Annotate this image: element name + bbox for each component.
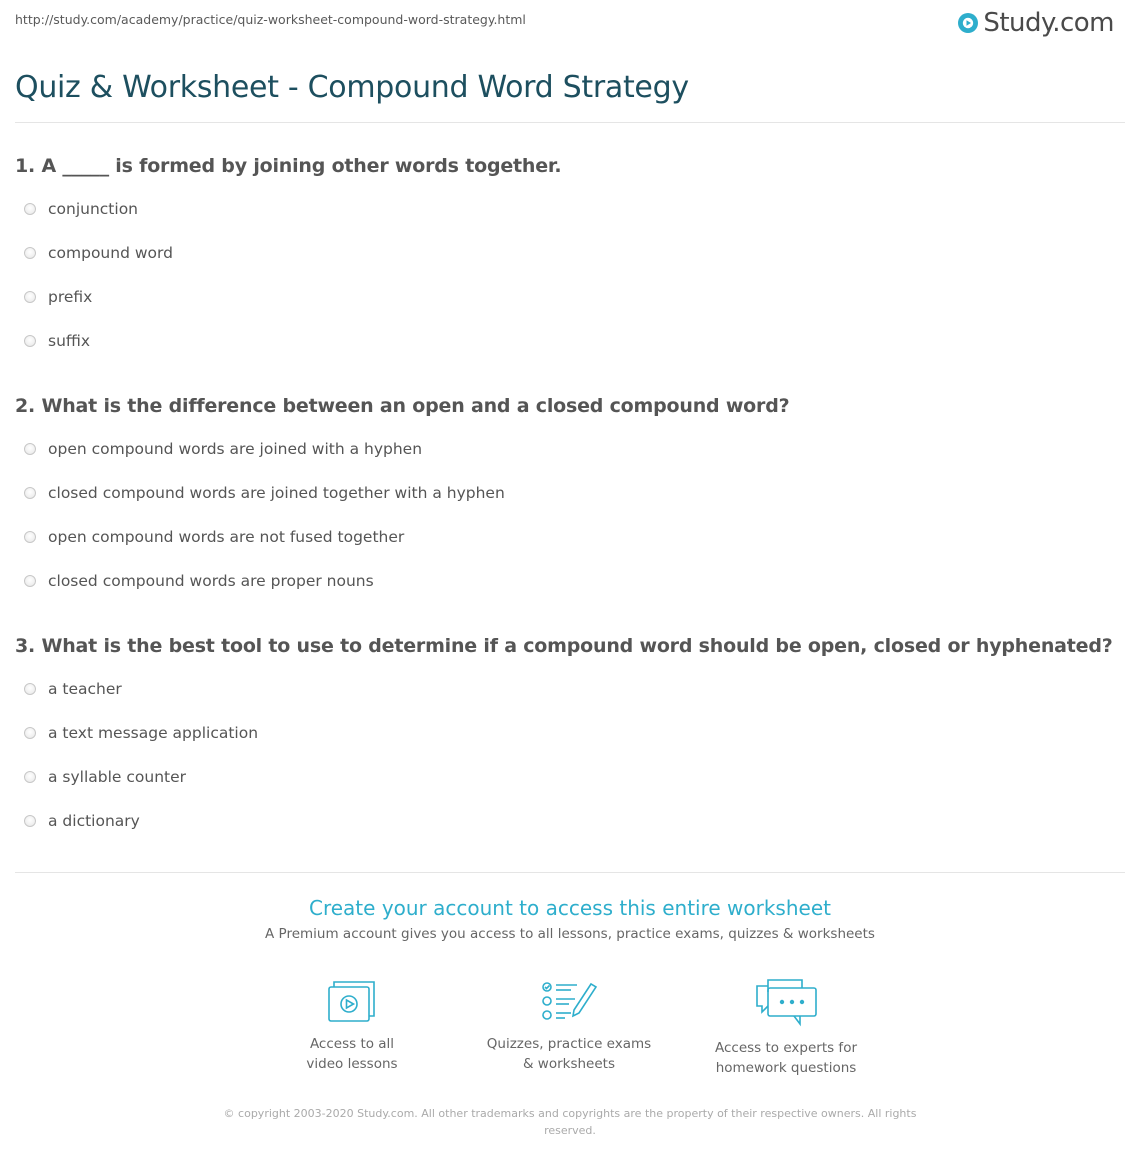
answer-label: open compound words are joined with a hyphen <box>48 440 423 458</box>
copyright-footer: © copyright 2003-2020 Study.com. All other trademarks and copyrights are the property of their respective owners. All rights reserved. <box>223 1107 917 1137</box>
radio-button[interactable] <box>24 815 36 827</box>
question-2: 2. What is the difference between an open and a closed compound word? <box>15 395 790 417</box>
answer-label: suffix <box>48 332 91 350</box>
radio-button[interactable] <box>24 203 36 215</box>
feature-experts <box>686 978 886 1078</box>
answer-label: closed compound words are proper nouns <box>48 572 374 590</box>
feature-label: Access to experts for homework questions <box>714 1040 857 1076</box>
answer-label: a dictionary <box>48 812 140 830</box>
answer-label: closed compound words are joined together with a hyphen <box>48 484 505 502</box>
answer-option[interactable] <box>24 680 122 698</box>
divider <box>15 122 1125 123</box>
radio-button[interactable] <box>24 683 36 695</box>
answer-label: a syllable counter <box>48 768 187 786</box>
radio-button[interactable] <box>24 575 36 587</box>
answer-option[interactable] <box>24 572 374 590</box>
radio-button[interactable] <box>24 291 36 303</box>
study-logo[interactable] <box>957 8 1114 38</box>
page-url: http://study.com/academy/practice/quiz-worksheet-compound-word-strategy.html <box>15 12 526 27</box>
radio-button[interactable] <box>24 335 36 347</box>
answer-option[interactable] <box>24 768 186 786</box>
answer-option[interactable] <box>24 244 173 262</box>
radio-button[interactable] <box>24 443 36 455</box>
question-3: 3. What is the best tool to use to determine if a compound word should be open, closed or hyphenated? <box>15 635 1113 657</box>
feature-video-lessons <box>252 978 452 1074</box>
page-title: Quiz & Worksheet - Compound Word Strategy <box>15 70 689 105</box>
answer-option[interactable] <box>24 724 258 742</box>
divider <box>15 872 1125 873</box>
feature-label: Access to all video lessons <box>306 1036 398 1072</box>
question-1: 1. A _____ is formed by joining other words together. <box>15 155 562 177</box>
create-account-link[interactable]: Create your account to access this entire worksheet <box>309 896 831 920</box>
answer-option[interactable] <box>24 288 92 306</box>
cta-subtitle: A Premium account gives you access to all lessons, practice exams, quizzes & worksheets <box>265 926 875 942</box>
radio-button[interactable] <box>24 487 36 499</box>
answer-label: compound word <box>48 244 173 262</box>
video-lessons-icon <box>326 978 378 1024</box>
radio-button[interactable] <box>24 247 36 259</box>
answer-option[interactable] <box>24 440 422 458</box>
feature-quizzes <box>469 978 669 1074</box>
answer-option[interactable] <box>24 812 140 830</box>
logo-text: Study.com <box>983 8 1114 38</box>
feature-label: Quizzes, practice exams & worksheets <box>486 1036 652 1072</box>
radio-button[interactable] <box>24 727 36 739</box>
radio-button[interactable] <box>24 531 36 543</box>
answer-label: conjunction <box>48 200 138 218</box>
chat-experts-icon <box>754 978 818 1028</box>
top-bar <box>0 0 1140 50</box>
answer-option[interactable] <box>24 332 90 350</box>
answer-label: open compound words are not fused together <box>48 528 405 546</box>
answer-option[interactable] <box>24 200 138 218</box>
answer-label: a teacher <box>48 680 122 698</box>
answer-label: a text message application <box>48 724 259 742</box>
answer-option[interactable] <box>24 528 404 546</box>
radio-button[interactable] <box>24 771 36 783</box>
answer-label: prefix <box>48 288 93 306</box>
play-logo-icon <box>957 12 979 34</box>
quiz-checklist-icon <box>541 978 597 1024</box>
answer-option[interactable] <box>24 484 505 502</box>
